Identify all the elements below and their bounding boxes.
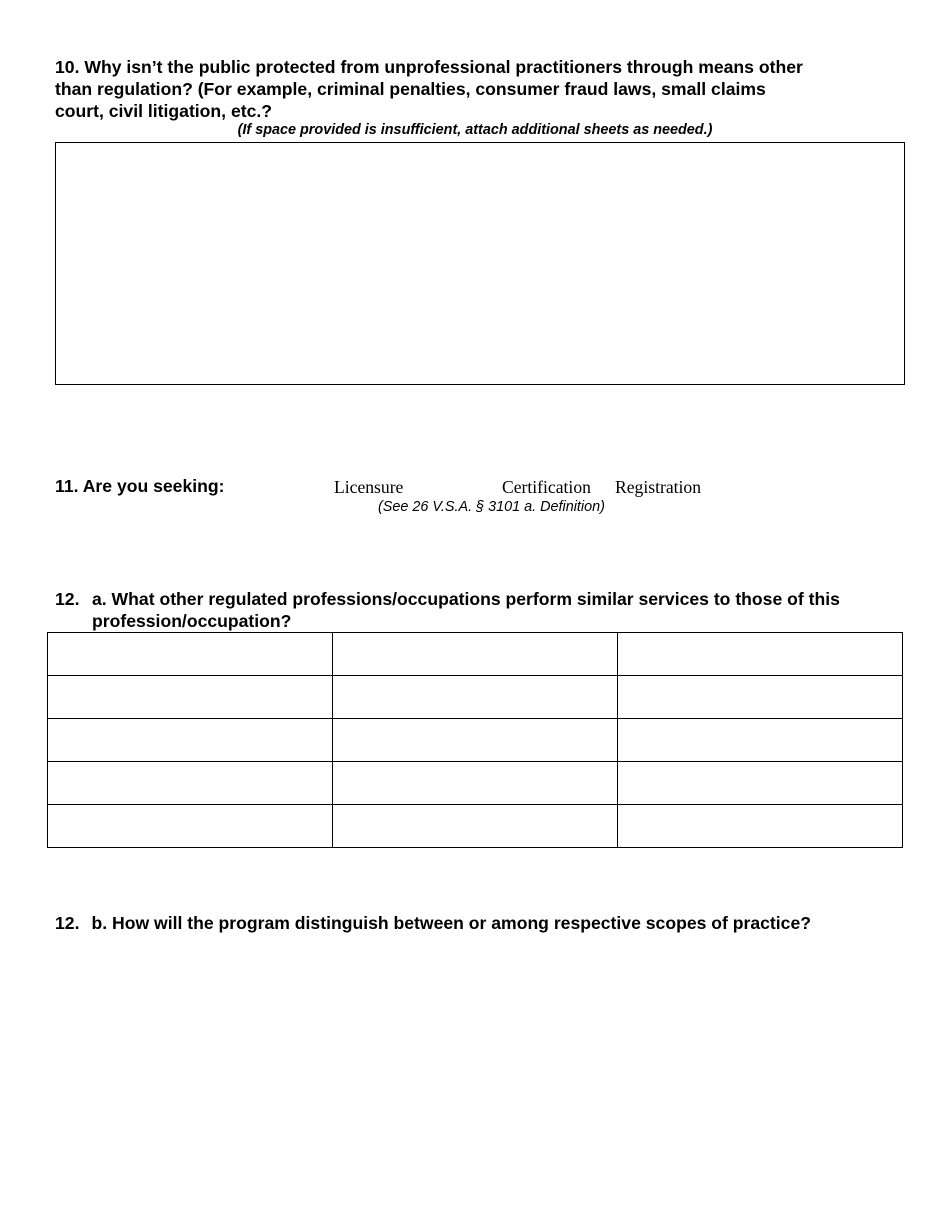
professions-table bbox=[47, 632, 903, 848]
table-cell[interactable] bbox=[618, 719, 903, 762]
question-10-heading bbox=[55, 56, 870, 122]
table-cell[interactable] bbox=[618, 805, 903, 848]
table-row bbox=[48, 633, 903, 676]
table-row bbox=[48, 676, 903, 719]
question-12b-heading bbox=[55, 913, 811, 934]
question-11-note: (See 26 V.S.A. § 3101 a. Definition) bbox=[378, 499, 605, 515]
question-11-label: 11. Are you seeking: bbox=[55, 476, 225, 496]
question-10-answer-box[interactable] bbox=[55, 142, 905, 385]
question-12a-line-1: a. What other regulated professions/occupations perform similar services to those of this bbox=[92, 589, 840, 609]
question-10-note: (If space provided is insufficient, attach additional sheets as needed.) bbox=[237, 122, 713, 138]
table-cell[interactable] bbox=[48, 762, 333, 805]
table-cell[interactable] bbox=[48, 805, 333, 848]
table-cell[interactable] bbox=[333, 719, 618, 762]
question-12a-line-2: profession/occupation? bbox=[92, 611, 292, 631]
question-12a-number: 12. bbox=[55, 589, 80, 609]
option-licensure[interactable]: Licensure bbox=[334, 477, 404, 497]
table-row bbox=[48, 719, 903, 762]
table-cell[interactable] bbox=[48, 676, 333, 719]
table-cell[interactable] bbox=[333, 676, 618, 719]
question-10-line-3: court, civil litigation, etc.? bbox=[55, 101, 273, 121]
question-10-line-1: 10. Why isn’t the public protected from unprofessional practitioners through means other bbox=[55, 57, 803, 77]
table-cell[interactable] bbox=[48, 719, 333, 762]
question-12b-number: 12. bbox=[55, 913, 80, 933]
option-registration[interactable]: Registration bbox=[615, 477, 702, 497]
table-cell[interactable] bbox=[333, 633, 618, 676]
question-10-line-2: than regulation? (For example, criminal penalties, consumer fraud laws, small claims bbox=[55, 79, 766, 99]
table-row bbox=[48, 762, 903, 805]
table-cell[interactable] bbox=[48, 633, 333, 676]
table-cell[interactable] bbox=[618, 762, 903, 805]
table-cell[interactable] bbox=[618, 676, 903, 719]
question-12b-text: b. How will the program distinguish between or among respective scopes of practice? bbox=[91, 913, 811, 933]
table-row bbox=[48, 805, 903, 848]
option-certification[interactable]: Certification bbox=[502, 477, 591, 497]
question-12a-text bbox=[92, 588, 912, 632]
table-cell[interactable] bbox=[333, 805, 618, 848]
table-cell[interactable] bbox=[618, 633, 903, 676]
table-cell[interactable] bbox=[333, 762, 618, 805]
